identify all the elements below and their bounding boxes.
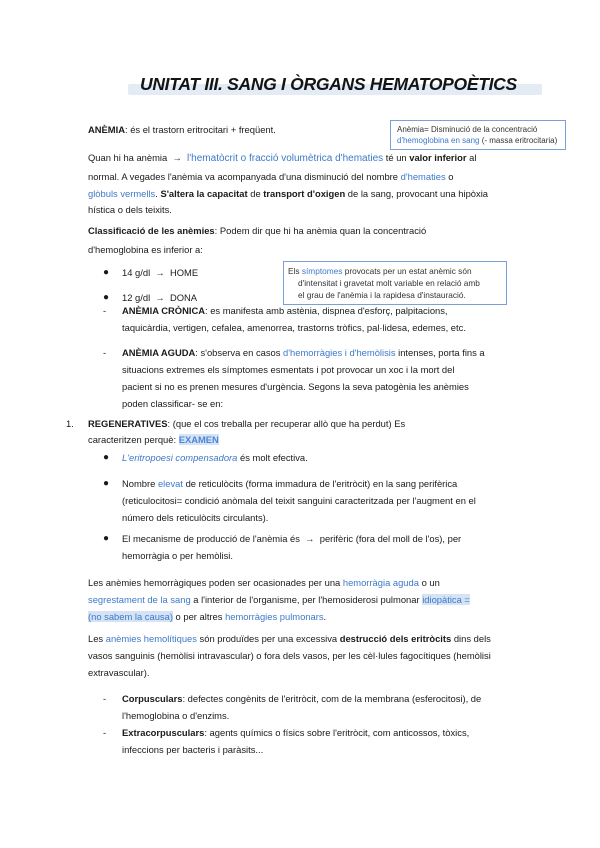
- bullet-icon: ●: [103, 478, 110, 489]
- bullet-icon: ●: [103, 452, 110, 463]
- corpusculars: Corpusculars: defectes congènits de l'eritròcit, com de la membrana (esferocitosi), de: [122, 693, 482, 704]
- hemorragiques-line-3: (no sabem la causa) o per altres hemorràgies pulmonars.: [88, 611, 327, 622]
- hemorragiques-paragraph: Les anèmies hemorràgiques poden ser ocasionades per una hemorràgia aguda o un: [88, 577, 440, 588]
- classification-line-2: d'hemoglobina es inferior a:: [88, 244, 203, 255]
- corpusculars-line-2: l'hemoglobina o d'enzims.: [122, 710, 230, 721]
- note-box-anemia: Anèmia= Disminució de la concentració d'hemoglobina en sang (- massa eritrocitaria): [390, 120, 566, 150]
- bullet-icon: ●: [103, 267, 110, 278]
- hemorragiques-line-2: segrestament de la sang a l'interior de l'organisme, per l'hemosiderosi pulmonar idiopàtica =: [88, 594, 470, 605]
- hemolitiques-line-2: vasos sanguinis (hemòlisi intravascular) o fora dels vasos, per les cèl·lules fagocítiques (hemòlisi: [88, 650, 491, 661]
- dash-marker: -: [103, 347, 107, 358]
- dash-marker: -: [103, 727, 107, 738]
- anemia-aguda-line-3: pacient si no es prenen mesures d'urgència. Segons la seva patogènia les anèmies: [122, 381, 469, 392]
- anemia-aguda: ANÈMIA AGUDA: s'observa en casos d'hemorràgies i d'hemòlisis intenses, porta fins a: [122, 347, 485, 358]
- reg-bullet-3-line-2: hemorràgia o per hemòlisi.: [122, 550, 233, 561]
- dash-marker: -: [103, 693, 107, 704]
- bullet-icon: ●: [103, 292, 110, 303]
- regeneratives-line-2: caracteritzen perquè: EXAMEN: [88, 434, 219, 445]
- list-number: 1.: [66, 418, 74, 429]
- paragraph-line-4: hística o dels teixits.: [88, 204, 172, 215]
- reg-bullet-3: El mecanisme de producció de l'anèmia és → perifèric (fora del moll de l'os), per: [122, 533, 462, 544]
- note-box-symptoms: Els símptomes provocats per un estat anèmic són d'intensitat i gravetat molt variable en relació amb el grau de l'anèmia i la rapidesa d'instauració.: [283, 261, 507, 305]
- anemia-aguda-line-2: situacions extremes els símptomes esmentats i pot provocar un xoc i la mort del: [122, 364, 455, 375]
- hemolitiques-line-3: extravascular).: [88, 667, 150, 678]
- extracorpusculars-line-2: infeccions per bacteris i paràsits...: [122, 744, 264, 755]
- extracorpusculars: Extracorpusculars: agents químics o físics sobre l'eritròcit, com anticossos, tòxics,: [122, 727, 470, 738]
- value-dona: 12 g/dl → DONA: [122, 292, 198, 303]
- hemolitiques-paragraph: Les anèmies hemolítiques són produïdes per una excessiva destrucció dels eritròcits dins dels: [88, 633, 491, 644]
- reg-bullet-1: L'eritropoesi compensadora és molt efectiva.: [122, 452, 308, 463]
- dash-marker: -: [103, 305, 107, 316]
- anemia-cronica-line-2: taquicàrdia, vertigen, cefalea, amenorrea, trastorns tròfics, pal·lidesa, edemes, etc.: [122, 322, 466, 333]
- anemia-definition: ANÈMIA: és el trastorn eritrocitari + freqüent.: [88, 124, 276, 135]
- exam-tag: EXAMEN: [178, 434, 219, 445]
- value-home: 14 g/dl → HOME: [122, 267, 199, 278]
- page-title: UNITAT III. SANG I ÒRGANS HEMATOPOÈTICS: [140, 74, 517, 94]
- regeneratives-heading: REGENERATIVES: (que el cos treballa per recuperar allò que ha perdut) Es: [88, 418, 406, 429]
- reg-bullet-2: Nombre elevat de reticulòcits (forma immadura de l'eritròcit) en la sang perifèrica: [122, 478, 458, 489]
- paragraph-line-2: normal. A vegades l'anèmia va acompanyada d'una disminució del nombre d'hematies o: [88, 171, 454, 182]
- paragraph-hematocrit: Quan hi ha anèmia → l'hematòcrit o fracció volumètrica d'hematies té un valor inferior al: [88, 152, 477, 164]
- anemia-aguda-line-4: poden classificar- se en:: [122, 398, 224, 409]
- reg-bullet-2-line-2: (reticulocitosi= condició anòmala del teixit sanguini caracteritzada per l'augment en el: [122, 495, 476, 506]
- bullet-icon: ●: [103, 533, 110, 544]
- paragraph-line-3: glòbuls vermells. S'altera la capacitat de transport d'oxigen de la sang, provocant una hipòxia: [88, 188, 488, 199]
- anemia-cronica: ANÈMIA CRÒNICA: es manifesta amb astènia, dispnea d'esforç, palpitacions,: [122, 305, 448, 316]
- reg-bullet-2-line-3: número dels reticulòcits circulants).: [122, 512, 269, 523]
- classification-heading: Classificació de les anèmies: Podem dir que hi ha anèmia quan la concentració: [88, 225, 427, 236]
